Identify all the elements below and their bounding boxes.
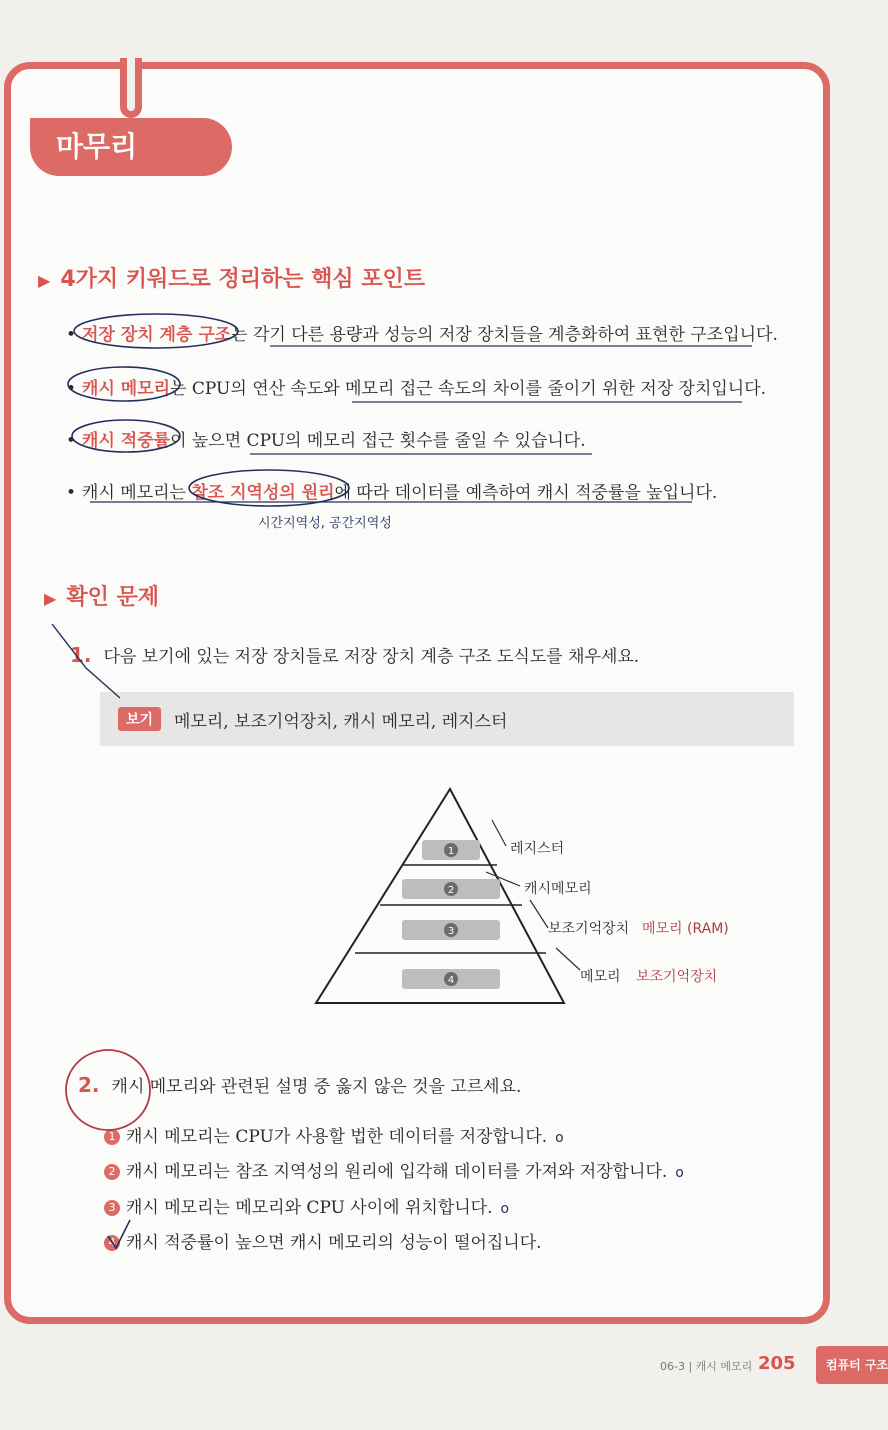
slot-label: 3 <box>447 926 455 937</box>
summary-bullet: • 캐시 메모리는 CPU의 연산 속도와 메모리 접근 속도의 차이를 줄이기 위한 저장 장치입니다. <box>66 379 767 399</box>
keyword: 캐시 메모리 <box>82 379 171 399</box>
option-number: 4 <box>104 1235 120 1251</box>
bullet-text: 에 따라 데이터를 예측하여 캐시 적중률을 높입니다. <box>334 483 718 503</box>
option-number: 2 <box>104 1164 120 1180</box>
option-4[interactable] <box>104 1228 542 1253</box>
summary-bullet: • 저장 장치 계층 구조는 각기 다른 용량과 성능의 저장 장치들을 계층화하여 표현한 구조입니다. <box>66 325 778 345</box>
question-text: 캐시 메모리와 관련된 설명 중 옳지 않은 것을 고르세요. <box>111 1077 522 1097</box>
page-number: 205 <box>758 1353 796 1374</box>
option-number: 3 <box>104 1200 120 1216</box>
question-2 <box>78 1072 521 1097</box>
section-tab: 마무리 <box>30 118 232 176</box>
example-tag: 보기 <box>118 707 161 731</box>
handwritten-mark: o <box>675 1165 684 1181</box>
option-text: 캐시 메모리는 CPU가 사용할 법한 데이터를 저장합니다. <box>126 1127 548 1147</box>
slot-label: 2 <box>447 885 455 896</box>
bullet-text: 는 CPU의 연산 속도와 메모리 접근 속도의 차이를 줄이기 위한 저장 장치입니다. <box>170 379 767 399</box>
quiz-heading <box>44 580 159 611</box>
handwritten-answer: 보조기억장치 <box>636 969 718 985</box>
keyword: 참조 지역성의 원리 <box>191 483 335 503</box>
option-number: 1 <box>104 1129 120 1145</box>
question-number: 1. <box>70 643 92 667</box>
handwritten-answer: 캐시메모리 <box>524 881 592 897</box>
example-box <box>100 692 794 746</box>
option-text: 캐시 메모리는 참조 지역성의 원리에 입각해 데이터를 가져와 저장합니다. <box>126 1162 668 1182</box>
bullet-text: 이 높으면 CPU의 메모리 접근 횟수를 줄일 수 있습니다. <box>170 431 586 451</box>
option-2[interactable] <box>104 1157 684 1182</box>
option-text: 캐시 메모리는 메모리와 CPU 사이에 위치합니다. <box>126 1198 493 1218</box>
question-number: 2. <box>78 1073 100 1097</box>
option-text: 캐시 적중률이 높으면 캐시 메모리의 성능이 떨어집니다. <box>126 1233 542 1253</box>
triangle-icon: ▶ <box>44 589 57 608</box>
slot-label: 4 <box>447 975 455 986</box>
footer-section: 06-3 | 캐시 메모리 <box>660 1360 753 1373</box>
handwritten-answer: 보조기억장치 <box>548 921 630 937</box>
summary-heading <box>38 262 425 293</box>
frame-notch <box>120 58 142 118</box>
summary-heading-text: 4가지 키워드로 정리하는 핵심 포인트 <box>60 267 426 292</box>
handwritten-mark: o <box>555 1130 564 1146</box>
example-text: 메모리, 보조기억장치, 캐시 메모리, 레지스터 <box>174 712 508 732</box>
keyword: 캐시 적중률 <box>82 431 171 451</box>
keyword: 저장 장치 계층 구조 <box>82 325 232 345</box>
bullet-text: 는 각기 다른 용량과 성능의 저장 장치들을 계층화하여 표현한 구조입니다. <box>231 325 778 345</box>
question-1 <box>70 642 639 667</box>
handwritten-answer: 메모리 (RAM) <box>642 921 729 937</box>
quiz-heading-text: 확인 문제 <box>66 585 159 610</box>
bullet-prefix: 캐시 메모리는 <box>82 483 192 503</box>
summary-bullet: • 캐시 적중률이 높으면 CPU의 메모리 접근 횟수를 줄일 수 있습니다. <box>66 431 586 451</box>
triangle-icon: ▶ <box>38 271 51 290</box>
chapter-tab: 컴퓨터 구조 <box>816 1346 888 1384</box>
handwritten-answer: 레지스터 <box>510 841 565 857</box>
handwritten-note: 시간지역성, 공간지역성 <box>258 516 392 531</box>
option-1[interactable] <box>104 1122 564 1147</box>
slot-label: 1 <box>447 846 455 857</box>
handwritten-answer: 메모리 <box>580 969 621 985</box>
handwritten-mark: o <box>500 1201 510 1217</box>
option-3[interactable] <box>104 1193 509 1218</box>
question-text: 다음 보기에 있는 저장 장치들로 저장 장치 계층 구조 도식도를 채우세요. <box>103 647 640 667</box>
summary-bullet: • 캐시 메모리는 참조 지역성의 원리에 따라 데이터를 예측하여 캐시 적중률을 높입니다. <box>66 483 718 503</box>
